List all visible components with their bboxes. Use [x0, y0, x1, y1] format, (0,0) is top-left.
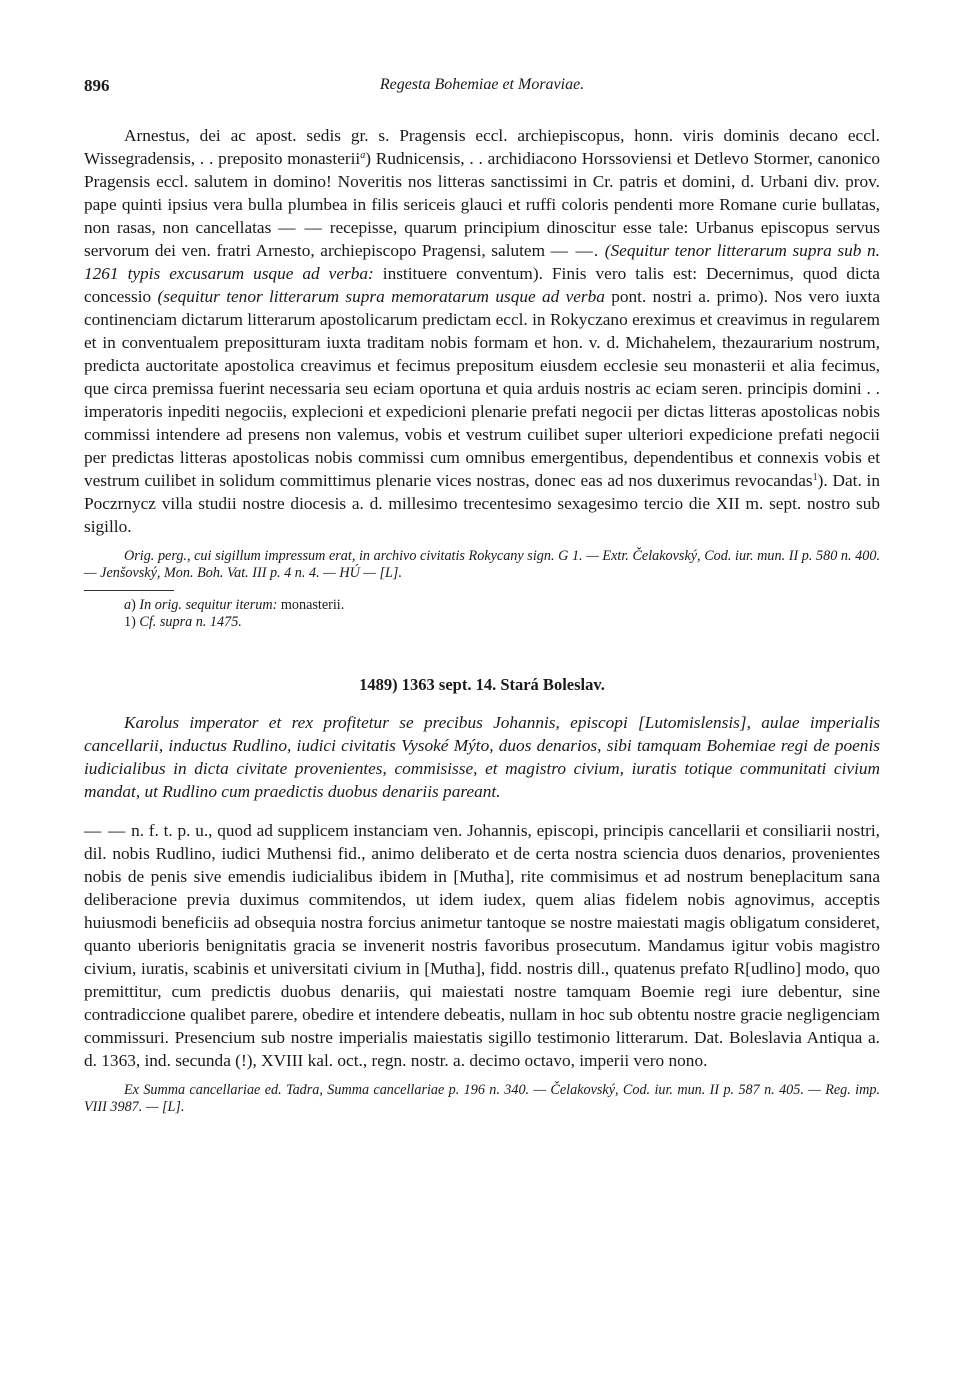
text-run: ) Rudnicensis, . . archidiacono Horssoviensi et Detlevo Stormer, canonico Pragensis eccl. salutem in domino! Noveritis nos litteras sanctissimi in Cr. patris et domini, d. Urbani div. prov. pape quinti ipsius vera bulla plumbea in filis sericeis glauci et ruffi coloris pendenti more Romane curie bullatas, non rasas, non cancellatas — [84, 149, 880, 237]
footnote-rule — [84, 590, 174, 591]
footnote-a — [124, 597, 880, 614]
entry-2-summary: Karolus imperator et rex profitetur se precibus Johannis, episcopi [Lutomislensis], aulae imperialis cancellarii, inductus Rudlino, iudici civitatis Vysoké Mýto, duos denarios, sibi tamquam Bohemiae regi de poenis iudicialibus in dicta civitate provenientes, commisisse, et magistro civium, iuratis totique communitati civium mandat, ut Rudlino cum praedictis duobus denariis pareant. — [84, 713, 880, 801]
page-header — [84, 70, 880, 98]
text-run: instituere conventum). Finis vero talis est: Decernimus, quod dicta concessio — [84, 264, 880, 306]
omission-dash: — — — [278, 218, 323, 237]
editorial-note: (sequitur tenor litterarum supra memoratarum usque ad verba — [157, 287, 605, 306]
editorial-note: (Sequitur tenor litterarum supra sub n. 1261 typis excusarum usque ad verba: — [84, 241, 880, 283]
entry-2-source: Ex Summa cancellariae ed. Tadra, Summa cancellariae p. 196 n. 340. — Čelakovský, Cod. iur. mun. II p. 587 n. 405. — Reg. imp. VIII 3987. — [L]. — [84, 1082, 880, 1115]
footnote-paren: ) — [131, 597, 136, 613]
footnote-mark: a — [124, 597, 132, 613]
text-run: n. f. t. p. u., quod ad supplicem instanciam ven. Johannis, episcopi, principis cancellarii et consiliarii nostri, dil. nobis Rudlino, iudici Muthensi fid., animo deliberato et de certa nostra sciencia duos denarios, provenientes nobis de penis sive emendis iudicialibus ibidem in [Mutha], rite commisimus et ad nostrum beneplacitum sana deliberacione previa duximus commitendos, ut idem iudex, quem alias fidelem nobis agnovimus, acceptis huiusmodi beneficiis ad obsequia nostra forcius animetur tantoque se nostre maiestati magis obligatum consideret, quanto uberioris benignitatis gracia se invenerit nostris favoribus prosecutum. Mandamus igitur vobis magistro civium, iuratis, scabinis et universitati civium in [Mutha], fidd. nostris dill., quatenus prefato R[udlino] modo, quo premittitur, cum predictis duobus denariis, qui maiestati nostre tamquam Boemie regi iure debentur, sine contradiccione qualibet parere, obedire et intendere debeatis, nullam in hoc sub obtentu nostre gracie negligenciam commissuri. Presencium sub nostre imperialis maiestatis sigillo testimonio litterarum. Dat. Boleslavia Antiqua a. d. 1363, ind. secunda (!), XVIII kal. oct., regn. nostr. a. decimo octavo, imperii vero nono. — [84, 821, 880, 1070]
page-number: 896 — [84, 76, 110, 95]
document-page — [84, 70, 880, 1116]
text-run: ). Dat. in Poczrnycz villa studii nostre diocesis a. d. millesimo trecentesimo sexagesimo tercio die XII m. sept. nostro sub sigillo. — [84, 471, 880, 536]
footnote-mark: a — [360, 150, 366, 161]
footnote-text: monasterii. — [277, 597, 345, 613]
footnote-italic: In orig. sequitur iterum: — [135, 597, 278, 613]
footnote-italic: Cf. supra n. 1475. — [135, 614, 242, 630]
footnote-1 — [124, 614, 880, 631]
footnote-mark: 1 — [124, 614, 132, 630]
footnote-mark: 1 — [812, 472, 818, 483]
running-title: Regesta Bohemiae et Moraviae. — [379, 76, 585, 93]
footnote-paren: ) — [131, 614, 136, 630]
text-run: recepisse, quarum principium dinoscitur esse tale: Urbanus episcopus servus servorum dei ven. fratri Arnesto, archiepiscopo Pragensi, salutem — [84, 218, 880, 260]
text-run: pont. nostri a. primo). Nos vero iuxta continenciam dictarum litterarum apostolicarum predictam eccl. in Rokyczano ereximus et creavimus in regularem et in conventualem prepositturam iuxta traditam nobis formam et hon. v. d. Michahelem, thezaurarium nostrum, predicta auctoritate apostolica creavimus et fecimus prepositum eiusdem ecclesie seu monasterii et alia fecimus, que circa premissa fuerint necessaria seu eciam oportuna et quia arduis nostris ac eciam seren. principis domini . . imperatoris inpediti negociis, explecioni et expedicioni plenarie prefati negocii per dictas litteras apostolicas nobis commissi intendere ad presens non valemus, vobis et vestrum cuilibet super ulteriori expedicione prefati negocii per predictas litteras apostolicas nobis commissi cum omnibus emergentibus, dependentibus et connexis vobis et vestrum cuilibet in solidum committimus plenarie vices nostras, donec eas ad nos duxerimus revocandas — [84, 287, 880, 490]
entry-2-heading: 1489) 1363 sept. 14. Stará Boleslav. — [359, 675, 605, 694]
entry-2-text — [84, 819, 880, 1072]
entry-1-source: Orig. perg., cui sigillum impressum erat, in archivo civitatis Rokycany sign. G 1. — Extr. Čelakovský, Cod. iur. mun. II p. 580 n. 400. — Jenšovský, Mon. Boh. Vat. III p. 4 n. 4. — HÚ — [L]. — [84, 548, 880, 581]
entry-1-text — [84, 124, 880, 538]
text-run: Arnestus, dei ac apost. sedis gr. s. Pragensis eccl. archiepiscopus, honn. viris dominis decano eccl. Wissegradensis, . . preposito monasterii — [84, 126, 880, 168]
omission-dash: — — — [84, 821, 127, 840]
omission-dash: — —. — [550, 241, 600, 260]
